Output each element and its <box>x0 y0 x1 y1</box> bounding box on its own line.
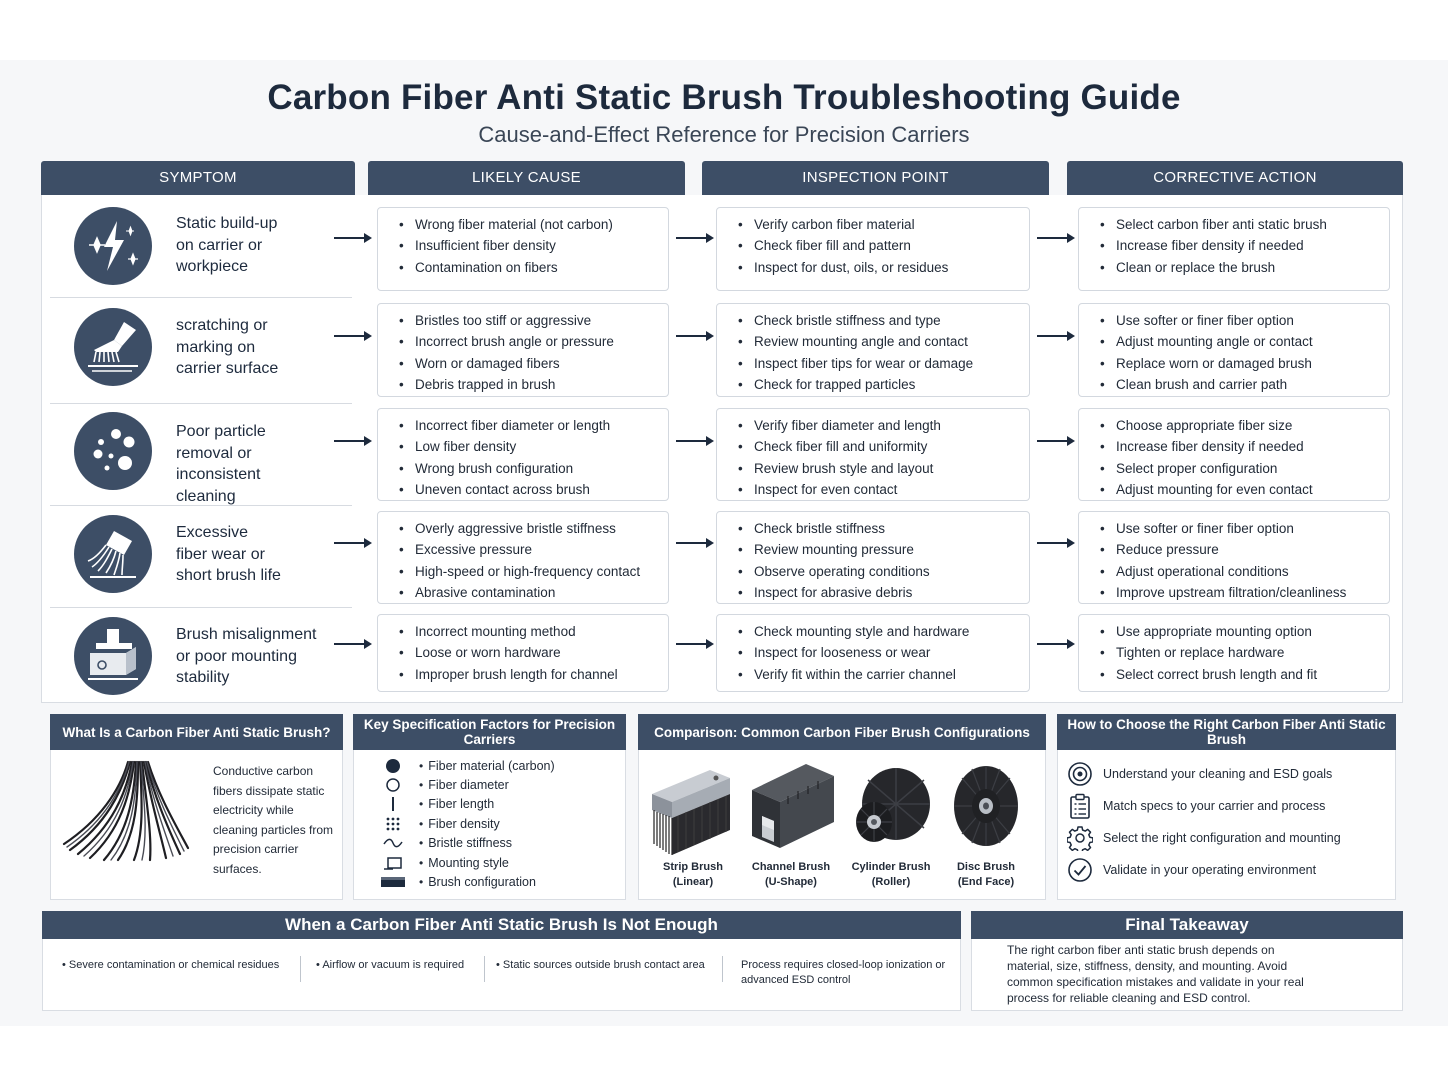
symptom-line: cleaning <box>176 487 236 505</box>
bar-icon <box>378 873 408 891</box>
cause-item: • Improper brush length for channel <box>399 664 668 685</box>
choose-item <box>1067 825 1341 851</box>
inspection-item: • Inspect for abrasive debris <box>738 582 1029 603</box>
cause-item: • Abrasive contamination <box>399 582 668 603</box>
cause-item: • Uneven contact across brush <box>399 479 668 500</box>
action-box <box>1078 614 1390 692</box>
cause-item: • Worn or damaged fibers <box>399 353 668 374</box>
cause-item: • Incorrect brush angle or pressure <box>399 331 668 352</box>
symptom-line: workpiece <box>176 258 249 275</box>
arrow-right-icon <box>1037 329 1075 343</box>
symptom-line: Excessive <box>176 524 249 541</box>
column-header-likely-cause: LIKELY CAUSE <box>368 161 685 195</box>
spec-item: • Fiber material (carbon) <box>378 756 555 775</box>
dot-grid-icon <box>378 815 408 833</box>
cause-item: • Wrong brush configuration <box>399 458 668 479</box>
arrow-right-icon <box>676 231 714 245</box>
action-item: • Choose appropriate fiber size <box>1100 415 1389 436</box>
cause-box <box>377 303 669 397</box>
not-enough-item: • Severe contamination or chemical residues <box>62 959 280 971</box>
symptom-poor-particle-removal <box>176 421 346 507</box>
action-box <box>1078 511 1390 604</box>
what-is-heading: What Is a Carbon Fiber Anti Static Brush? <box>50 714 343 750</box>
symptom-misalignment <box>176 624 346 689</box>
action-item: • Increase fiber density if needed <box>1100 235 1389 256</box>
action-item: • Use appropriate mounting option <box>1100 621 1389 642</box>
symptom-scratching <box>176 315 346 380</box>
action-box <box>1078 207 1390 291</box>
choose-item <box>1067 761 1332 787</box>
symptom-excessive-wear <box>176 522 346 587</box>
inspection-item: • Verify carbon fiber material <box>738 214 1029 235</box>
cause-item: • Loose or worn hardware <box>399 642 668 663</box>
action-item: • Adjust operational conditions <box>1100 561 1389 582</box>
cause-box <box>377 207 669 291</box>
choose-label: Match specs to your carrier and process <box>1103 799 1326 813</box>
spec-label: Bristle stiffness <box>428 836 513 851</box>
symptom-line: inconsistent <box>176 466 261 483</box>
config-name: Strip Brush <box>663 861 723 873</box>
cause-item: • Debris trapped in brush <box>399 374 668 395</box>
config-sub: (Roller) <box>871 875 911 888</box>
config-name: Disc Brush <box>956 861 1016 873</box>
inspection-item: • Inspect for even contact <box>738 479 1029 500</box>
inspection-box <box>716 511 1030 604</box>
symptom-line: fiber wear or <box>176 545 265 563</box>
disc-brush-label <box>936 860 1036 889</box>
spec-list <box>378 756 555 892</box>
not-enough-text: Static sources outside brush contact area <box>502 959 705 971</box>
channel-brush-label <box>741 860 841 889</box>
symptom-line: Static build-up <box>176 215 278 232</box>
spec-item: • Brush configuration <box>378 872 555 891</box>
inspection-box <box>716 614 1030 692</box>
inspection-item: • Verify fit within the carrier channel <box>738 664 1029 685</box>
inspection-item: • Check fiber fill and pattern <box>738 235 1029 256</box>
symptom-line: Brush misalignment <box>176 626 317 643</box>
item-divider <box>484 956 485 982</box>
arrow-right-icon <box>334 231 372 245</box>
final-takeaway-heading: Final Takeaway <box>971 911 1403 939</box>
choose-label: Select the right configuration and mounting <box>1103 831 1341 845</box>
symptom-line: Poor particle <box>176 423 266 440</box>
row-divider <box>50 607 352 608</box>
spec-item: • Fiber diameter <box>378 775 555 794</box>
spec-label: Fiber material (carbon) <box>428 758 555 773</box>
inspection-item: • Check bristle stiffness and type <box>738 310 1029 331</box>
not-enough-item <box>741 958 951 988</box>
inspection-item: • Review mounting pressure <box>738 539 1029 560</box>
inspection-item: • Inspect fiber tips for wear or damage <box>738 353 1029 374</box>
choose-item <box>1067 857 1316 883</box>
worn-brush-icon <box>74 515 152 593</box>
cause-item: • Bristles too stiff or aggressive <box>399 310 668 331</box>
cause-item: • Incorrect mounting method <box>399 621 668 642</box>
arrow-right-icon <box>676 536 714 550</box>
action-item: • Select carbon fiber anti static brush <box>1100 214 1389 235</box>
not-enough-text: Process requires closed-loop ionization or advanced ESD control <box>741 959 946 986</box>
particles-icon <box>74 412 152 490</box>
mount-bracket-icon <box>378 854 408 872</box>
disc-brush-image <box>950 764 1022 854</box>
item-divider <box>722 956 723 982</box>
arrow-right-icon <box>1037 231 1075 245</box>
inspection-item: • Check bristle stiffness <box>738 518 1029 539</box>
cause-item: • High-speed or high-frequency contact <box>399 561 668 582</box>
wave-icon <box>378 834 408 852</box>
config-name: Cylinder Brush <box>851 861 931 873</box>
config-sub: (Linear) <box>672 875 714 888</box>
inspection-box <box>716 303 1030 397</box>
action-item: • Improve upstream filtration/cleanliness <box>1100 582 1389 603</box>
arrow-right-icon <box>1037 434 1075 448</box>
channel-brush-image <box>748 760 838 858</box>
spec-label: Fiber diameter <box>428 778 509 793</box>
inspection-item: • Review mounting angle and contact <box>738 331 1029 352</box>
final-takeaway-text: The right carbon fiber anti static brush depends on material, size, stiffness, density, and mounting. Avoid common specification mistakes and validate in your real process for reliable cleaning and ESD control. <box>1007 943 1304 1005</box>
action-item: • Use softer or finer fiber option <box>1100 310 1389 331</box>
column-header-symptom: SYMPTOM <box>41 161 355 195</box>
how-to-choose-heading: How to Choose the Right Carbon Fiber Anti Static Brush <box>1057 714 1396 750</box>
carbon-fiber-bundle-icon <box>60 760 190 864</box>
config-name: Channel Brush <box>751 861 831 873</box>
arrow-right-icon <box>334 434 372 448</box>
inspection-box <box>716 207 1030 291</box>
what-is-description: Conductive carbon fibers dissipate static electricity while cleaning particles from precision carrier surfaces. <box>213 764 334 876</box>
action-item: • Select correct brush length and fit <box>1100 664 1389 685</box>
inspection-item: • Observe operating conditions <box>738 561 1029 582</box>
choose-label: Validate in your operating environment <box>1103 863 1317 877</box>
not-enough-text: Severe contamination or chemical residues <box>68 959 280 971</box>
arrow-right-icon <box>1037 637 1075 651</box>
inspection-item: • Check fiber fill and uniformity <box>738 436 1029 457</box>
action-item: • Select proper configuration <box>1100 458 1389 479</box>
not-enough-item: • Static sources outside brush contact area <box>496 959 705 971</box>
item-divider <box>300 956 301 982</box>
scratch-brush-icon <box>74 308 152 386</box>
cylinder-brush-image <box>848 764 932 854</box>
spec-item: • Fiber density <box>378 814 555 833</box>
symptom-line: or poor mounting <box>176 647 297 665</box>
inspection-item: • Check mounting style and hardware <box>738 621 1029 642</box>
action-item: • Tighten or replace hardware <box>1100 642 1389 663</box>
arrow-right-icon <box>334 637 372 651</box>
action-item: • Clean or replace the brush <box>1100 257 1389 278</box>
cause-box <box>377 614 669 692</box>
cause-box <box>377 408 669 501</box>
cause-item: • Low fiber density <box>399 436 668 457</box>
not-enough-heading: When a Carbon Fiber Anti Static Brush Is Not Enough <box>42 911 961 939</box>
spec-label: Mounting style <box>428 855 509 870</box>
static-spark-icon <box>74 207 152 285</box>
target-icon <box>1067 761 1093 787</box>
action-item: • Reduce pressure <box>1100 539 1389 560</box>
arrow-right-icon <box>676 329 714 343</box>
action-box <box>1078 303 1390 397</box>
strip-brush-image <box>648 766 734 858</box>
mounting-icon <box>74 617 152 695</box>
symptom-line: on carrier or <box>176 236 263 254</box>
action-item: • Adjust mounting for even contact <box>1100 479 1389 500</box>
action-item: • Increase fiber density if needed <box>1100 436 1389 457</box>
strip-brush-label <box>643 860 743 889</box>
spec-label: Fiber density <box>428 816 500 831</box>
action-item: • Adjust mounting angle or contact <box>1100 331 1389 352</box>
arrow-right-icon <box>334 536 372 550</box>
cylinder-brush-label <box>841 860 941 889</box>
symptom-static-buildup <box>176 213 346 278</box>
column-header-inspection-point: INSPECTION POINT <box>702 161 1049 195</box>
inspection-box <box>716 408 1030 501</box>
action-item: • Replace worn or damaged brush <box>1100 353 1389 374</box>
config-sub: (End Face) <box>957 875 1015 888</box>
gear-icon <box>1067 825 1093 851</box>
page-subtitle: Cause-and-Effect Reference for Precision Carriers <box>478 122 970 147</box>
symptom-line: scratching or <box>176 317 268 334</box>
action-item: • Use softer or finer fiber option <box>1100 518 1389 539</box>
checklist-icon <box>1067 793 1093 819</box>
spec-item: • Mounting style <box>378 853 555 872</box>
spec-item: • Bristle stiffness <box>378 834 555 853</box>
inspection-item: • Check for trapped particles <box>738 374 1029 395</box>
check-circle-icon <box>1067 857 1093 883</box>
spec-item: • Fiber length <box>378 795 555 814</box>
action-item: • Clean brush and carrier path <box>1100 374 1389 395</box>
config-sub: (U-Shape) <box>765 875 817 888</box>
not-enough-item: • Airflow or vacuum is required <box>316 959 465 971</box>
filled-circle-icon <box>378 757 408 775</box>
symptom-line: carrier surface <box>176 360 279 377</box>
cause-item: • Excessive pressure <box>399 539 668 560</box>
row-divider <box>50 297 352 298</box>
arrow-right-icon <box>676 434 714 448</box>
inspection-item: • Verify fiber diameter and length <box>738 415 1029 436</box>
not-enough-text: Airflow or vacuum is required <box>322 959 465 971</box>
column-header-corrective-action: CORRECTIVE ACTION <box>1067 161 1403 195</box>
spec-label: Brush configuration <box>428 875 536 890</box>
arrow-right-icon <box>334 329 372 343</box>
choose-item <box>1067 793 1325 819</box>
row-divider <box>50 403 352 404</box>
spec-label: Fiber length <box>428 797 495 812</box>
action-box <box>1078 408 1390 501</box>
arrow-right-icon <box>676 637 714 651</box>
choose-label: Understand your cleaning and ESD goals <box>1103 767 1333 781</box>
cause-item: • Incorrect fiber diameter or length <box>399 415 668 436</box>
symptom-line: marking on <box>176 338 256 356</box>
page-title: Carbon Fiber Anti Static Brush Troubleshooting Guide <box>267 78 1181 117</box>
inspection-item: • Inspect for looseness or wear <box>738 642 1029 663</box>
cause-item: • Insufficient fiber density <box>399 235 668 256</box>
cause-box <box>377 511 669 604</box>
symptom-line: stability <box>176 669 230 686</box>
key-specs-heading: Key Specification Factors for Precision Carriers <box>353 714 626 750</box>
cause-item: • Overly aggressive bristle stiffness <box>399 518 668 539</box>
comparison-heading: Comparison: Common Carbon Fiber Brush Configurations <box>638 714 1046 750</box>
inspection-item: • Inspect for dust, oils, or residues <box>738 257 1029 278</box>
vertical-line-icon <box>378 795 408 813</box>
cause-item: • Wrong fiber material (not carbon) <box>399 214 668 235</box>
cause-item: • Contamination on fibers <box>399 257 668 278</box>
symptom-line: short brush life <box>176 567 281 584</box>
symptom-line: removal or <box>176 444 252 462</box>
arrow-right-icon <box>1037 536 1075 550</box>
open-circle-icon <box>378 776 408 794</box>
inspection-item: • Review brush style and layout <box>738 458 1029 479</box>
